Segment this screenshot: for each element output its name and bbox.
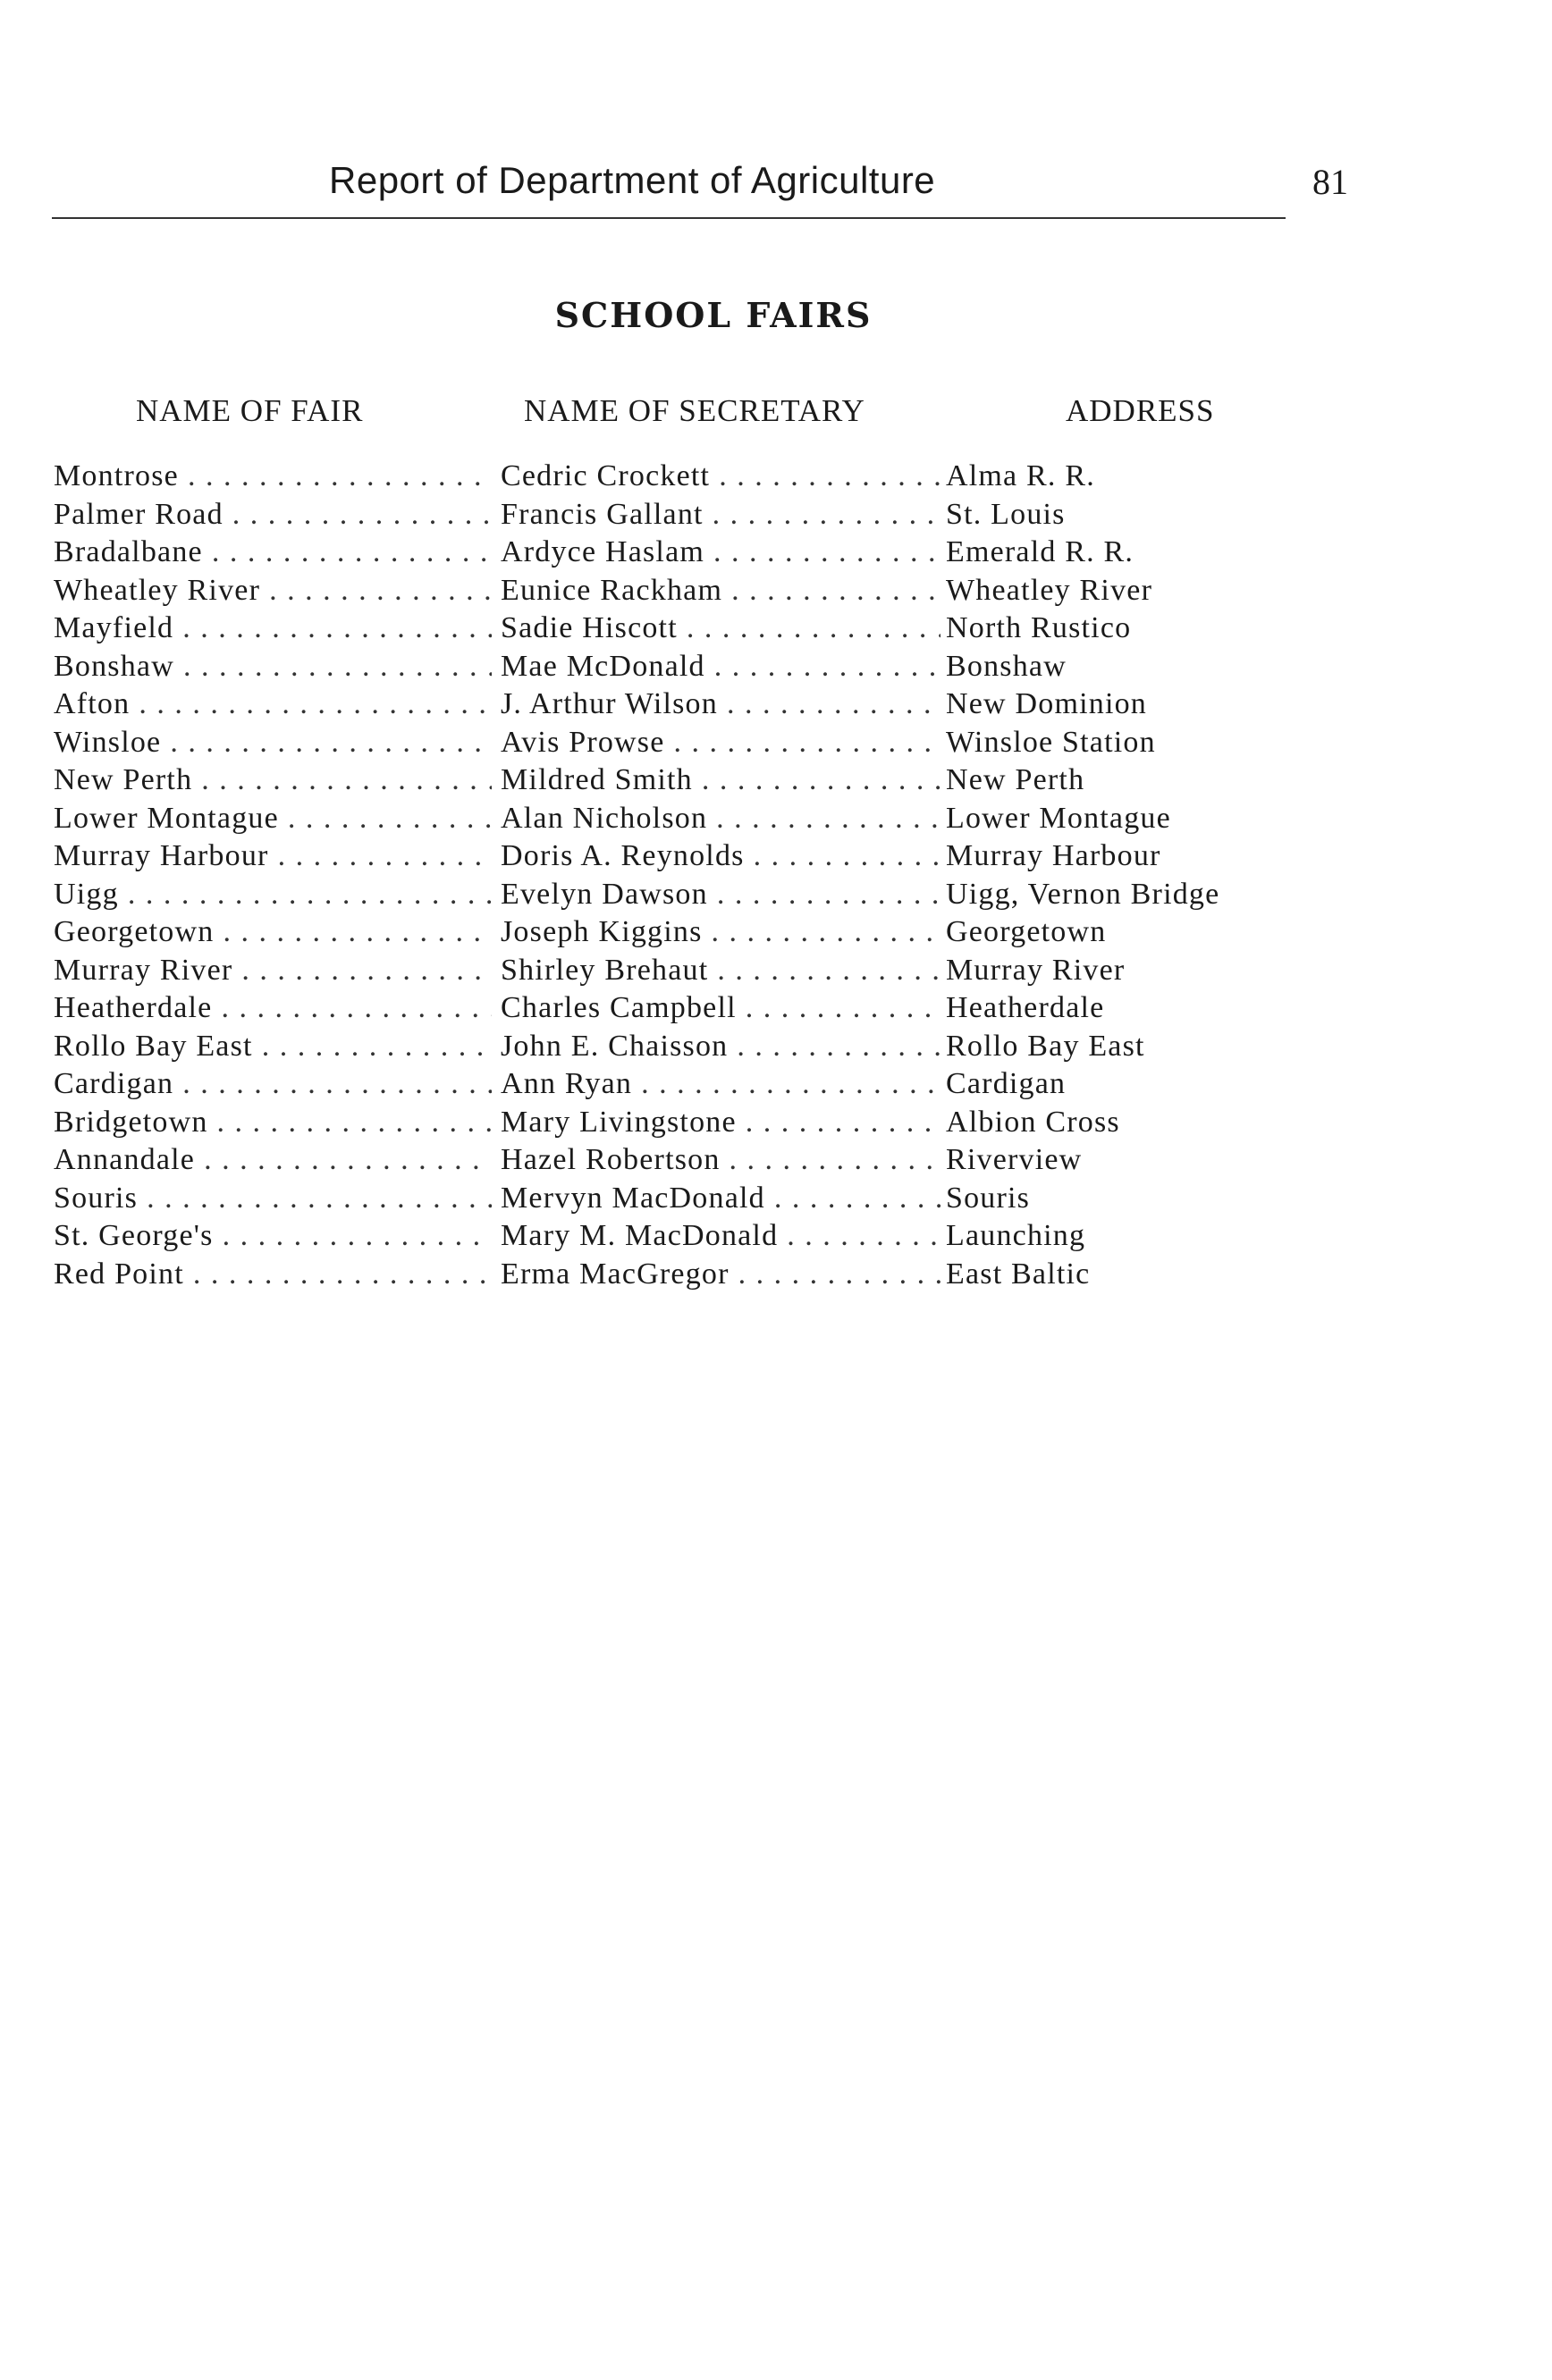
secretary-name: Hazel Robertson . . . <box>501 1141 940 1179</box>
table-row <box>0 1028 1552 1066</box>
address: Cardigan <box>946 1067 1067 1100</box>
fair-name: New Perth . . . <box>54 761 492 799</box>
secretary-name: Ardyce Haslam . . . <box>501 534 940 571</box>
fair-name: Heatherdale . . . <box>54 989 492 1027</box>
address: Rollo Bay East <box>946 1029 1145 1063</box>
table-row <box>0 952 1552 990</box>
fair-name: Uigg . . . <box>54 876 492 913</box>
address: Alma R. R. <box>946 459 1095 492</box>
address: Murray River <box>946 953 1126 987</box>
table-row <box>0 496 1552 534</box>
secretary-name: Mildred Smith . . . <box>501 761 940 799</box>
page-number: 81 <box>1312 162 1348 202</box>
address: New Perth <box>946 763 1085 796</box>
table-row <box>0 1180 1552 1218</box>
fair-name: Montrose . . . <box>54 458 492 495</box>
secretary-name: Mae McDonald . . . <box>501 648 940 685</box>
table-row <box>0 876 1552 914</box>
address: Launching <box>946 1219 1086 1252</box>
secretary-name: Evelyn Dawson . . . <box>501 876 940 913</box>
secretary-name: Charles Campbell . . . <box>501 989 940 1027</box>
fairs-table <box>0 458 1552 1293</box>
fair-name: Annandale . . . <box>54 1141 492 1179</box>
fair-name: St. George's . . . <box>54 1217 492 1255</box>
secretary-name: Doris A. Reynolds . . . <box>501 837 940 875</box>
secretary-name: Eunice Rackham . . . <box>501 572 940 610</box>
address: Uigg, Vernon Bridge <box>946 877 1220 911</box>
table-row <box>0 1256 1552 1294</box>
table-row <box>0 1065 1552 1104</box>
address: Heatherdale <box>946 991 1105 1024</box>
address: New Dominion <box>946 687 1147 720</box>
secretary-name: Sadie Hiscott . . . <box>501 610 940 647</box>
table-row <box>0 648 1552 686</box>
fair-name: Mayfield . . . <box>54 610 492 647</box>
secretary-name: Avis Prowse . . . <box>501 724 940 761</box>
secretary-name: Erma MacGregor . . . <box>501 1256 940 1293</box>
table-row <box>0 1104 1552 1142</box>
secretary-name: Ann Ryan . . . <box>501 1065 940 1103</box>
address: Souris <box>946 1181 1031 1215</box>
address: Bonshaw <box>946 649 1067 683</box>
fair-name: Lower Montague . . . <box>54 800 492 837</box>
fair-name: Winsloe . . . <box>54 724 492 761</box>
fair-name: Afton . . . <box>54 685 492 723</box>
table-row <box>0 913 1552 952</box>
secretary-name: Mary Livingstone . . . <box>501 1104 940 1141</box>
fair-name: Rollo Bay East . . . <box>54 1028 492 1065</box>
address: Lower Montague <box>946 801 1171 835</box>
column-header-address: ADDRESS <box>1066 393 1215 428</box>
fair-name: Red Point . . . <box>54 1256 492 1293</box>
column-header-secretary: NAME OF SECRETARY <box>524 393 865 428</box>
fair-name: Bridgetown . . . <box>54 1104 492 1141</box>
table-row <box>0 1217 1552 1256</box>
fair-name: Bonshaw . . . <box>54 648 492 685</box>
running-header <box>0 0 1552 214</box>
fair-name: Georgetown . . . <box>54 913 492 951</box>
address: Murray Harbour <box>946 839 1161 872</box>
table-row <box>0 458 1552 496</box>
table-row <box>0 685 1552 724</box>
table-row <box>0 610 1552 648</box>
address: Winsloe Station <box>946 725 1156 759</box>
table-row <box>0 761 1552 800</box>
fair-name: Murray River . . . <box>54 952 492 989</box>
address: Georgetown <box>946 915 1107 948</box>
column-header-fair: NAME OF FAIR <box>136 393 364 428</box>
secretary-name: J. Arthur Wilson . . . <box>501 685 940 723</box>
address: Wheatley River <box>946 573 1153 607</box>
address: St. Louis <box>946 497 1066 531</box>
table-row <box>0 1141 1552 1180</box>
address: Emerald R. R. <box>946 535 1134 568</box>
secretary-name: John E. Chaisson . . . <box>501 1028 940 1065</box>
table-row <box>0 534 1552 572</box>
fair-name: Bradalbane . . . <box>54 534 492 571</box>
table-row <box>0 800 1552 838</box>
address: North Rustico <box>946 611 1132 644</box>
address: Albion Cross <box>946 1105 1120 1139</box>
header-rule <box>52 217 1286 219</box>
running-title: Report of Department of Agriculture <box>329 159 936 201</box>
table-row <box>0 989 1552 1028</box>
secretary-name: Shirley Brehaut . . . <box>501 952 940 989</box>
fair-name: Murray Harbour . . . <box>54 837 492 875</box>
table-row <box>0 724 1552 762</box>
table-row <box>0 572 1552 610</box>
fair-name: Wheatley River . . . <box>54 572 492 610</box>
fair-name: Cardigan . . . <box>54 1065 492 1103</box>
secretary-name: Alan Nicholson . . . <box>501 800 940 837</box>
address: Riverview <box>946 1143 1083 1176</box>
secretary-name: Cedric Crockett . . . <box>501 458 940 495</box>
table-row <box>0 837 1552 876</box>
fair-name: Souris . . . <box>54 1180 492 1217</box>
secretary-name: Mervyn MacDonald . . . <box>501 1180 940 1217</box>
address: East Baltic <box>946 1257 1091 1291</box>
secretary-name: Joseph Kiggins . . . <box>501 913 940 951</box>
fair-name: Palmer Road . . . <box>54 496 492 534</box>
section-title: SCHOOL FAIRS <box>554 295 873 335</box>
secretary-name: Mary M. MacDonald . . . <box>501 1217 940 1255</box>
secretary-name: Francis Gallant . . . <box>501 496 940 534</box>
